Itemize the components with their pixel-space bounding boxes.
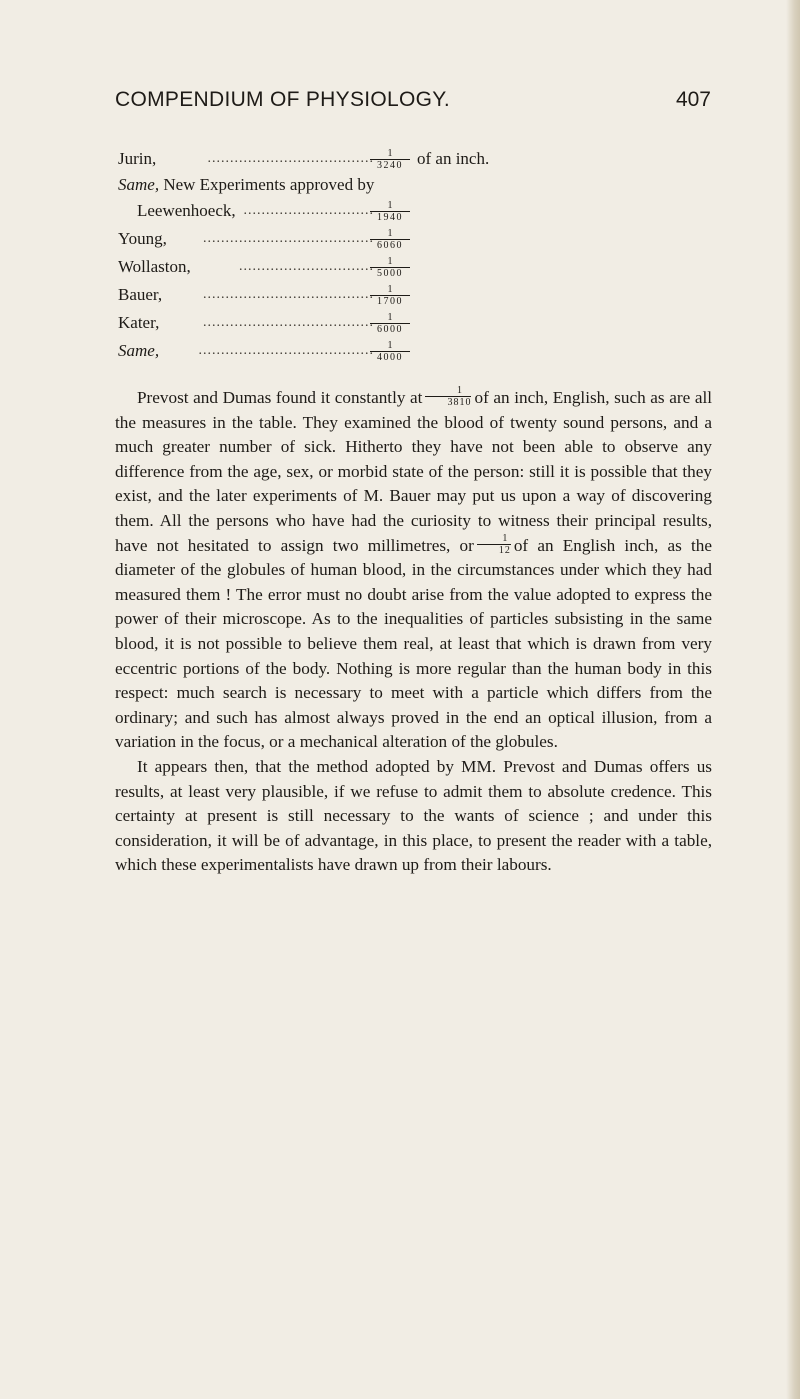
leader-dots: ...................................... bbox=[203, 287, 374, 302]
table-row bbox=[118, 225, 678, 253]
measure-fraction: $\frac{1}{1940}$ bbox=[370, 201, 410, 223]
measurement-table bbox=[118, 145, 678, 365]
inline-fraction: $\frac{1}{3810}$ bbox=[425, 386, 471, 408]
measure-fraction: $\frac{1}{3240}$ bbox=[370, 149, 410, 171]
table-row bbox=[118, 253, 678, 281]
table-row bbox=[118, 145, 678, 173]
leader-dots: ..................................... bbox=[207, 151, 374, 166]
running-header bbox=[115, 88, 711, 128]
observer-name: Young, bbox=[118, 229, 167, 248]
running-title: COMPENDIUM OF PHYSIOLOGY. bbox=[115, 88, 450, 111]
measure-fraction: $\frac{1}{6060}$ bbox=[370, 229, 410, 251]
measure-fraction: $\frac{1}{6000}$ bbox=[370, 313, 410, 335]
unit-label: of an inch. bbox=[417, 149, 490, 168]
leader-dots: .............................. bbox=[239, 259, 374, 274]
measure-fraction: $\frac{1}{4000}$ bbox=[370, 341, 410, 363]
body-text bbox=[115, 386, 712, 878]
observer-name: Wollaston, bbox=[118, 257, 191, 276]
measure-fraction: $\frac{1}{5000}$ bbox=[370, 257, 410, 279]
table-row bbox=[118, 173, 678, 197]
table-row bbox=[118, 337, 678, 365]
observer-name: Kater, bbox=[118, 313, 160, 332]
inline-fraction: $\frac{1}{12}$ bbox=[477, 534, 511, 556]
page-edge bbox=[786, 0, 800, 1399]
observer-name: Leewenhoeck, bbox=[137, 201, 236, 220]
paragraph: It appears then, that the method adopted by MM. Prevost and Dumas offers us results, at least very plausible, if we refuse to admit them to absolute credence. This certainty at present is still necessary to the wants of science ; and under this consideration, it will be of advantage, in this place, to present the reader with a table, which these experimentalists have drawn up from their labours. bbox=[115, 756, 712, 875]
table-row bbox=[118, 281, 678, 309]
leader-dots: ............................. bbox=[243, 203, 374, 218]
table-row bbox=[118, 197, 678, 225]
leader-dots: ...................................... bbox=[203, 231, 374, 246]
paragraph: Prevost and Dumas found it constantly at $\frac{1}{3810}$ of an inch, English, such as are all the measures in the table. They examined the blood of twenty sound persons, and a much greater number of sick. Hitherto they have not been able to observe any difference from the age, sex, or morbid state of the person: still it is possible that they exist, and the later experiments of M. Bauer may put us upon a way of discovering them. All the persons who have had the curiosity to witness their principal results, have not hesitated to assign two millimetres, or $\frac{1}{12}$ of an English inch, as the diameter of the globules of human blood, in the circumstances under which they had measured them ! The error must no doubt arise from the value adopted to express the power of their microscope. As to the inequalities of particles subsisting in the same blood, it is not possible to believe them real, at least that which is drawn from very eccentric portions of the body. Nothing is more regular than the human body in this respect: much search is necessary to meet with a particle which differs from the ordinary; and such has almost always proved in the end an optical illusion, from a variation in the focus, or a mechanical alteration of the globules. bbox=[115, 385, 712, 752]
observer-name: Jurin, bbox=[118, 149, 157, 168]
leader-dots: ....................................... bbox=[198, 343, 374, 358]
page-number: 407 bbox=[675, 88, 711, 111]
measure-fraction: $\frac{1}{1700}$ bbox=[370, 285, 410, 307]
leader-dots: ...................................... bbox=[203, 315, 374, 330]
observer-name: Bauer, bbox=[118, 285, 163, 304]
table-row bbox=[118, 309, 678, 337]
observer-name: Same, New Experiments approved by bbox=[118, 175, 375, 194]
observer-name: Same, bbox=[118, 341, 160, 360]
